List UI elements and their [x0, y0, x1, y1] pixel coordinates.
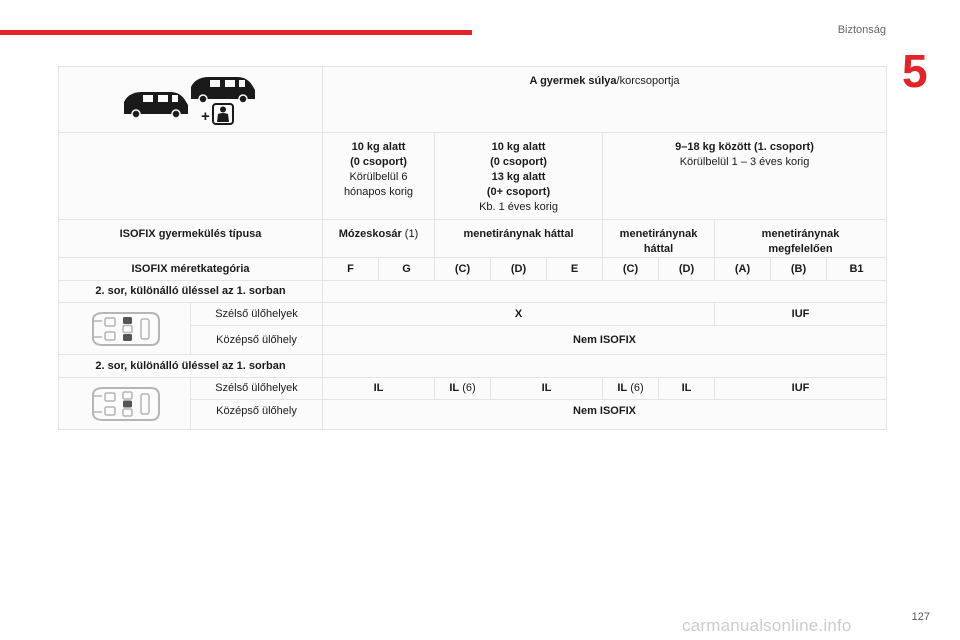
size-class-cell: (A) — [715, 258, 771, 281]
header-icon-cell — [59, 67, 323, 133]
header-accent-bar — [0, 30, 472, 35]
center-seat-label-2: Középső ülőhely — [191, 400, 323, 430]
size-class-cell: (C) — [603, 258, 659, 281]
size-class-cell: (D) — [659, 258, 715, 281]
vehicle-seat-diagram-1 — [89, 311, 161, 347]
outer-seats-label-1: Szélső ülőhelyek — [191, 303, 323, 326]
section-title-row — [59, 355, 887, 378]
center-seat-value-1: Nem ISOFIX — [323, 326, 887, 355]
weight-group-0: 10 kg alatt (0 csoport) Körülbelül 6 hónapos korig — [323, 133, 435, 220]
child-weight-header: A gyermek súlya/korcsoportja — [323, 67, 887, 133]
outer-seats-row — [59, 303, 887, 326]
outer-seats-row — [59, 378, 887, 400]
weight-group-1: 9–18 kg között (1. csoport) Körülbelül 1 – 3 éves korig — [603, 133, 887, 220]
seat-type-row — [59, 220, 887, 258]
seat-type-label: ISOFIX gyermekülés típusa — [59, 220, 323, 258]
section-title-1: 2. sor, különálló üléssel az 1. sorban — [59, 281, 323, 303]
svg-text:+: + — [201, 108, 210, 125]
table-header-row — [59, 67, 887, 133]
center-seat-label-1: Középső ülőhely — [191, 326, 323, 355]
two-vans-child-seat-icon — [118, 68, 263, 126]
size-class-cell: B1 — [827, 258, 887, 281]
vehicle-diagram-cell — [59, 303, 191, 355]
page-number: 127 — [911, 611, 930, 623]
size-class-cell: F — [323, 258, 379, 281]
isofix-table — [58, 66, 887, 430]
weight-group-0plus: 10 kg alatt (0 csoport) 13 kg alatt (0+ csoport) Kb. 1 éves korig — [435, 133, 603, 220]
size-class-cell: G — [379, 258, 435, 281]
section-title-row — [59, 281, 887, 303]
size-class-cell: (B) — [771, 258, 827, 281]
forward-facing-cell: menetiránynak megfelelően — [715, 220, 887, 258]
size-class-cell: E — [547, 258, 603, 281]
section-title: Biztonság — [837, 24, 886, 36]
center-seat-value-2: Nem ISOFIX — [323, 400, 887, 430]
size-class-cell: (C) — [435, 258, 491, 281]
size-class-cell: (D) — [491, 258, 547, 281]
seat-value-il: IL — [659, 378, 715, 400]
vehicle-seat-diagram-2 — [89, 386, 161, 422]
rear-facing-cell: menetiránynak háttal — [435, 220, 603, 258]
seat-value-il-note: IL (6) — [603, 378, 659, 400]
seat-value-il: IL — [323, 378, 435, 400]
seat-value-il: IL — [491, 378, 603, 400]
size-class-row — [59, 258, 887, 281]
outer-seats-value-iuf: IUF — [715, 303, 887, 326]
chapter-number: 5 — [902, 45, 928, 97]
carrycot-cell: Mózeskosár (1) — [323, 220, 435, 258]
rear-facing-cell-2: menetiránynak háttal — [603, 220, 715, 258]
vehicle-diagram-cell — [59, 378, 191, 430]
seat-value-iuf: IUF — [715, 378, 887, 400]
size-class-label: ISOFIX méretkategória — [59, 258, 323, 281]
weight-group-row — [59, 133, 887, 220]
section-title-2: 2. sor, különálló üléssel az 1. sorban — [59, 355, 323, 378]
watermark-text: carmanualsonline.info — [682, 616, 852, 635]
seat-value-il-note: IL (6) — [435, 378, 491, 400]
outer-seats-label-2: Szélső ülőhelyek — [191, 378, 323, 400]
outer-seats-value-x: X — [323, 303, 715, 326]
